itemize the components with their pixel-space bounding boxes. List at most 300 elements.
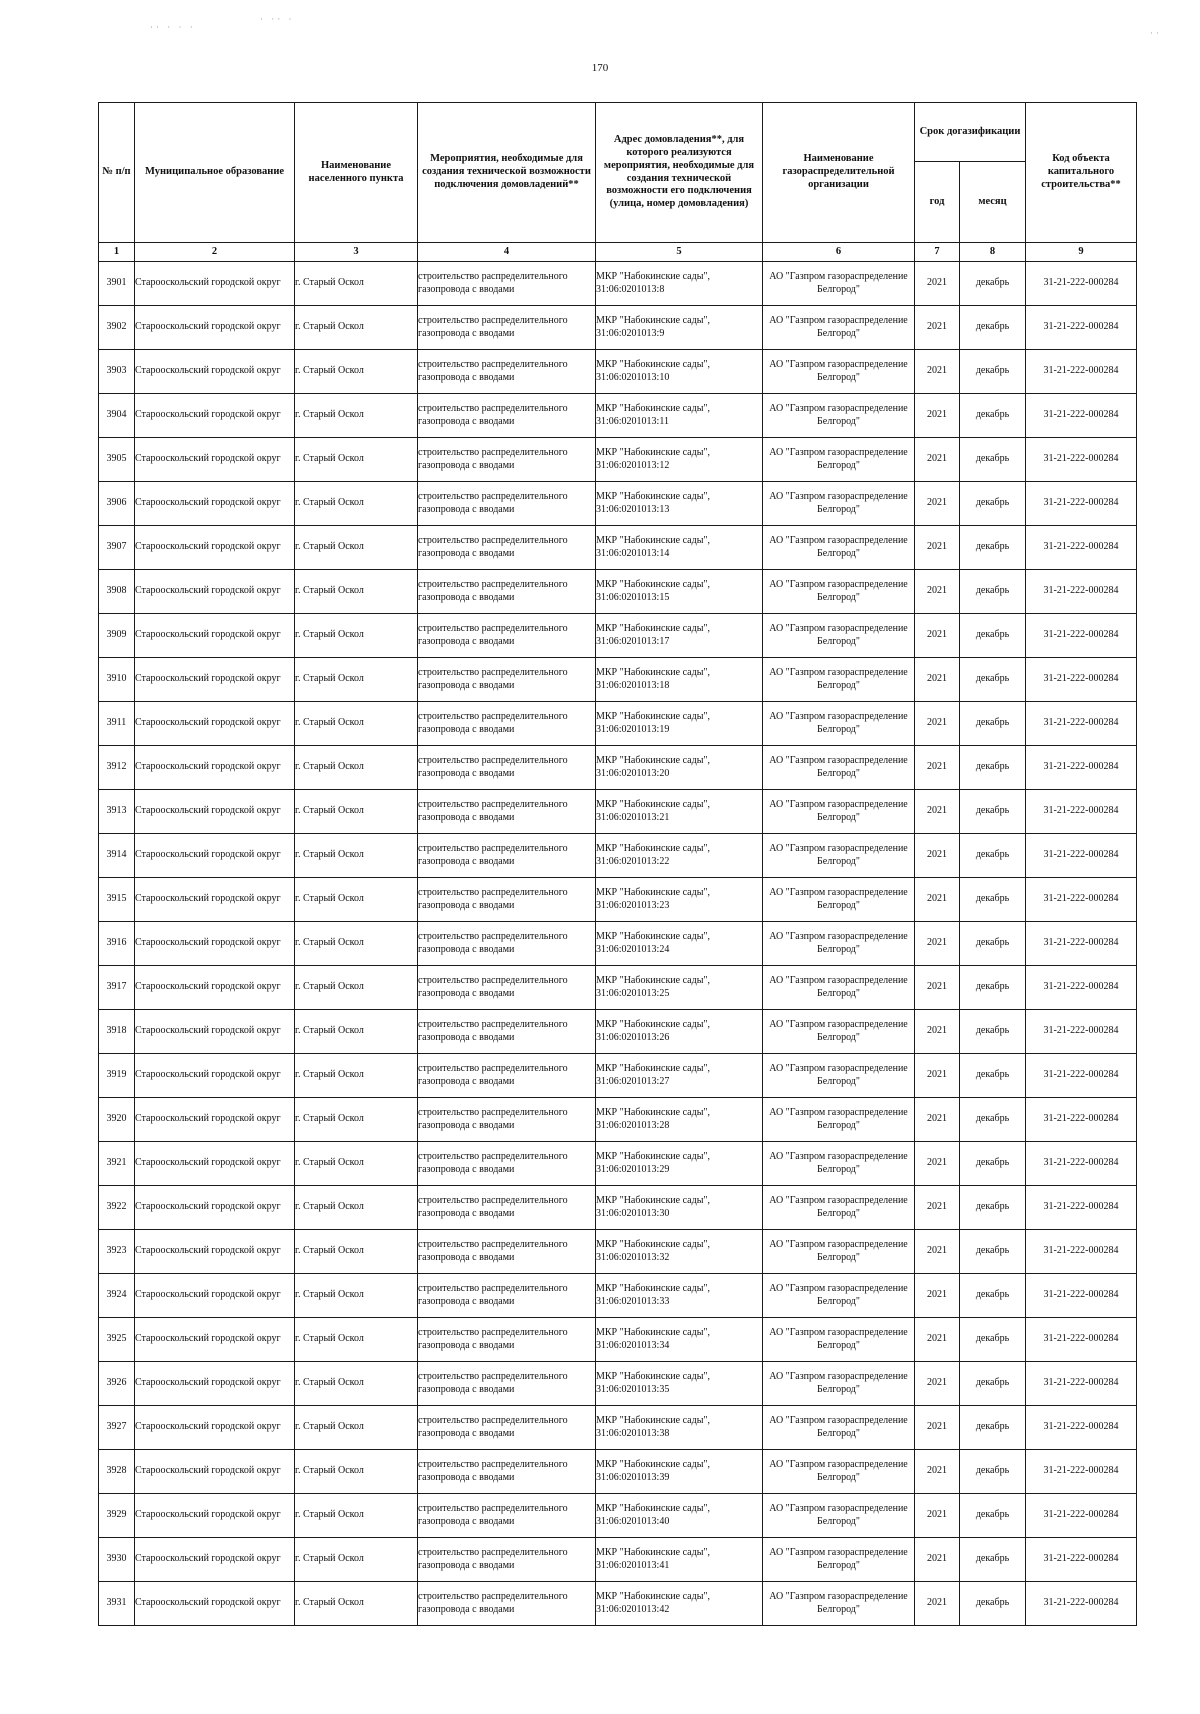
- column-number: 5: [596, 243, 763, 262]
- organization-cell: АО "Газпром газораспределение Белгород": [763, 306, 915, 350]
- measure-cell: строительство распределительного газопровода с вводами: [418, 1538, 596, 1582]
- row-number: 3914: [99, 834, 135, 878]
- object-code-cell: 31-21-222-000284: [1026, 1230, 1137, 1274]
- municipality-cell: Старооскольский городской округ: [135, 1362, 295, 1406]
- municipality-cell: Старооскольский городской округ: [135, 1538, 295, 1582]
- address-cell: МКР "Набокинские сады", 31:06:0201013:40: [596, 1494, 763, 1538]
- column-number: 2: [135, 243, 295, 262]
- measure-cell: строительство распределительного газопровода с вводами: [418, 1142, 596, 1186]
- table-row: [99, 482, 1137, 526]
- settlement-cell: г. Старый Оскол: [295, 1318, 418, 1362]
- settlement-cell: г. Старый Оскол: [295, 438, 418, 482]
- organization-cell: АО "Газпром газораспределение Белгород": [763, 1538, 915, 1582]
- scan-artifact: ·· · · ·: [150, 22, 196, 32]
- year-cell: 2021: [915, 1142, 960, 1186]
- year-cell: 2021: [915, 702, 960, 746]
- year-cell: 2021: [915, 1230, 960, 1274]
- year-cell: 2021: [915, 1494, 960, 1538]
- settlement-cell: г. Старый Оскол: [295, 394, 418, 438]
- year-cell: 2021: [915, 526, 960, 570]
- organization-cell: АО "Газпром газораспределение Белгород": [763, 350, 915, 394]
- address-cell: МКР "Набокинские сады", 31:06:0201013:35: [596, 1362, 763, 1406]
- row-number: 3910: [99, 658, 135, 702]
- year-cell: 2021: [915, 306, 960, 350]
- object-code-cell: 31-21-222-000284: [1026, 878, 1137, 922]
- month-cell: декабрь: [960, 1098, 1026, 1142]
- column-number: 4: [418, 243, 596, 262]
- settlement-cell: г. Старый Оскол: [295, 526, 418, 570]
- object-code-cell: 31-21-222-000284: [1026, 1274, 1137, 1318]
- month-cell: декабрь: [960, 394, 1026, 438]
- year-cell: 2021: [915, 966, 960, 1010]
- municipality-cell: Старооскольский городской округ: [135, 658, 295, 702]
- measure-cell: строительство распределительного газопровода с вводами: [418, 1582, 596, 1626]
- organization-cell: АО "Газпром газораспределение Белгород": [763, 526, 915, 570]
- settlement-cell: г. Старый Оскол: [295, 1538, 418, 1582]
- year-cell: 2021: [915, 394, 960, 438]
- table-row: [99, 1098, 1137, 1142]
- year-cell: 2021: [915, 834, 960, 878]
- table-row: [99, 790, 1137, 834]
- settlement-cell: г. Старый Оскол: [295, 790, 418, 834]
- scan-artifact: · ·· ·: [260, 14, 295, 24]
- month-cell: декабрь: [960, 1318, 1026, 1362]
- object-code-cell: 31-21-222-000284: [1026, 1538, 1137, 1582]
- address-cell: МКР "Набокинские сады", 31:06:0201013:27: [596, 1054, 763, 1098]
- object-code-cell: 31-21-222-000284: [1026, 922, 1137, 966]
- month-cell: декабрь: [960, 1538, 1026, 1582]
- address-cell: МКР "Набокинские сады", 31:06:0201013:14: [596, 526, 763, 570]
- settlement-cell: г. Старый Оскол: [295, 702, 418, 746]
- address-cell: МКР "Набокинские сады", 31:06:0201013:41: [596, 1538, 763, 1582]
- row-number: 3919: [99, 1054, 135, 1098]
- month-cell: декабрь: [960, 922, 1026, 966]
- month-cell: декабрь: [960, 1406, 1026, 1450]
- object-code-cell: 31-21-222-000284: [1026, 1010, 1137, 1054]
- row-number: 3911: [99, 702, 135, 746]
- municipality-cell: Старооскольский городской округ: [135, 922, 295, 966]
- table-row: [99, 702, 1137, 746]
- month-cell: декабрь: [960, 482, 1026, 526]
- table-row: [99, 1582, 1137, 1626]
- row-number: 3922: [99, 1186, 135, 1230]
- address-cell: МКР "Набокинские сады", 31:06:0201013:33: [596, 1274, 763, 1318]
- row-number: 3906: [99, 482, 135, 526]
- measure-cell: строительство распределительного газопровода с вводами: [418, 1494, 596, 1538]
- row-number: 3926: [99, 1362, 135, 1406]
- organization-cell: АО "Газпром газораспределение Белгород": [763, 570, 915, 614]
- column-number: 8: [960, 243, 1026, 262]
- organization-cell: АО "Газпром газораспределение Белгород": [763, 1142, 915, 1186]
- measure-cell: строительство распределительного газопровода с вводами: [418, 878, 596, 922]
- object-code-cell: 31-21-222-000284: [1026, 1054, 1137, 1098]
- address-cell: МКР "Набокинские сады", 31:06:0201013:18: [596, 658, 763, 702]
- object-code-cell: 31-21-222-000284: [1026, 482, 1137, 526]
- organization-cell: АО "Газпром газораспределение Белгород": [763, 922, 915, 966]
- page-number: 170: [591, 62, 609, 74]
- header-measures: Мероприятия, необходимые для создания технической возможности подключения домовладений**: [418, 103, 596, 243]
- object-code-cell: 31-21-222-000284: [1026, 1098, 1137, 1142]
- row-number: 3915: [99, 878, 135, 922]
- object-code-cell: 31-21-222-000284: [1026, 526, 1137, 570]
- row-number: 3901: [99, 262, 135, 306]
- column-number: 3: [295, 243, 418, 262]
- address-cell: МКР "Набокинские сады", 31:06:0201013:17: [596, 614, 763, 658]
- settlement-cell: г. Старый Оскол: [295, 1230, 418, 1274]
- address-cell: МКР "Набокинские сады", 31:06:0201013:10: [596, 350, 763, 394]
- organization-cell: АО "Газпром газораспределение Белгород": [763, 834, 915, 878]
- column-number: 7: [915, 243, 960, 262]
- settlement-cell: г. Старый Оскол: [295, 306, 418, 350]
- organization-cell: АО "Газпром газораспределение Белгород": [763, 1494, 915, 1538]
- year-cell: 2021: [915, 1274, 960, 1318]
- year-cell: 2021: [915, 1186, 960, 1230]
- municipality-cell: Старооскольский городской округ: [135, 966, 295, 1010]
- organization-cell: АО "Газпром газораспределение Белгород": [763, 790, 915, 834]
- measure-cell: строительство распределительного газопровода с вводами: [418, 526, 596, 570]
- column-number: 6: [763, 243, 915, 262]
- settlement-cell: г. Старый Оскол: [295, 922, 418, 966]
- table-row: [99, 1010, 1137, 1054]
- row-number: 3902: [99, 306, 135, 350]
- settlement-cell: г. Старый Оскол: [295, 350, 418, 394]
- table-row: [99, 878, 1137, 922]
- address-cell: МКР "Набокинские сады", 31:06:0201013:38: [596, 1406, 763, 1450]
- address-cell: МКР "Набокинские сады", 31:06:0201013:15: [596, 570, 763, 614]
- header-address: Адрес домовладения**, для которого реализуются мероприятия, необходимые для создания технической возможности его подключения (улица, номер домовладения): [596, 103, 763, 243]
- address-cell: МКР "Набокинские сады", 31:06:0201013:30: [596, 1186, 763, 1230]
- municipality-cell: Старооскольский городской округ: [135, 482, 295, 526]
- year-cell: 2021: [915, 746, 960, 790]
- year-cell: 2021: [915, 438, 960, 482]
- settlement-cell: г. Старый Оскол: [295, 262, 418, 306]
- object-code-cell: 31-21-222-000284: [1026, 746, 1137, 790]
- municipality-cell: Старооскольский городской округ: [135, 1494, 295, 1538]
- settlement-cell: г. Старый Оскол: [295, 746, 418, 790]
- municipality-cell: Старооскольский городской округ: [135, 1406, 295, 1450]
- row-number: 3924: [99, 1274, 135, 1318]
- municipality-cell: Старооскольский городской округ: [135, 1274, 295, 1318]
- month-cell: декабрь: [960, 1230, 1026, 1274]
- settlement-cell: г. Старый Оскол: [295, 966, 418, 1010]
- row-number: 3930: [99, 1538, 135, 1582]
- measure-cell: строительство распределительного газопровода с вводами: [418, 1406, 596, 1450]
- object-code-cell: 31-21-222-000284: [1026, 658, 1137, 702]
- object-code-cell: 31-21-222-000284: [1026, 1494, 1137, 1538]
- object-code-cell: 31-21-222-000284: [1026, 350, 1137, 394]
- column-number: 1: [99, 243, 135, 262]
- row-number: 3908: [99, 570, 135, 614]
- measure-cell: строительство распределительного газопровода с вводами: [418, 482, 596, 526]
- month-cell: декабрь: [960, 790, 1026, 834]
- address-cell: МКР "Набокинские сады", 31:06:0201013:13: [596, 482, 763, 526]
- table-row: [99, 1186, 1137, 1230]
- month-cell: декабрь: [960, 1274, 1026, 1318]
- object-code-cell: 31-21-222-000284: [1026, 1406, 1137, 1450]
- row-number: 3909: [99, 614, 135, 658]
- address-cell: МКР "Набокинские сады", 31:06:0201013:26: [596, 1010, 763, 1054]
- row-number: 3905: [99, 438, 135, 482]
- table-row: [99, 1406, 1137, 1450]
- municipality-cell: Старооскольский городской округ: [135, 1010, 295, 1054]
- table-row: [99, 1362, 1137, 1406]
- object-code-cell: 31-21-222-000284: [1026, 790, 1137, 834]
- month-cell: декабрь: [960, 1186, 1026, 1230]
- municipality-cell: Старооскольский городской округ: [135, 1054, 295, 1098]
- measure-cell: строительство распределительного газопровода с вводами: [418, 702, 596, 746]
- measure-cell: строительство распределительного газопровода с вводами: [418, 746, 596, 790]
- table-row: [99, 922, 1137, 966]
- scan-artifact: ··: [1150, 28, 1162, 38]
- month-cell: декабрь: [960, 1010, 1026, 1054]
- organization-cell: АО "Газпром газораспределение Белгород": [763, 482, 915, 526]
- month-cell: декабрь: [960, 746, 1026, 790]
- month-cell: декабрь: [960, 1054, 1026, 1098]
- organization-cell: АО "Газпром газораспределение Белгород": [763, 262, 915, 306]
- municipality-cell: Старооскольский городской округ: [135, 746, 295, 790]
- month-cell: декабрь: [960, 1362, 1026, 1406]
- table-row: [99, 570, 1137, 614]
- month-cell: декабрь: [960, 1450, 1026, 1494]
- row-number: 3904: [99, 394, 135, 438]
- settlement-cell: г. Старый Оскол: [295, 1274, 418, 1318]
- settlement-cell: г. Старый Оскол: [295, 834, 418, 878]
- row-number: 3929: [99, 1494, 135, 1538]
- municipality-cell: Старооскольский городской округ: [135, 790, 295, 834]
- measure-cell: строительство распределительного газопровода с вводами: [418, 1098, 596, 1142]
- object-code-cell: 31-21-222-000284: [1026, 262, 1137, 306]
- municipality-cell: Старооскольский городской округ: [135, 1098, 295, 1142]
- municipality-cell: Старооскольский городской округ: [135, 438, 295, 482]
- row-number: 3931: [99, 1582, 135, 1626]
- address-cell: МКР "Набокинские сады", 31:06:0201013:28: [596, 1098, 763, 1142]
- table-row: [99, 658, 1137, 702]
- measure-cell: строительство распределительного газопровода с вводами: [418, 834, 596, 878]
- month-cell: декабрь: [960, 1582, 1026, 1626]
- month-cell: декабрь: [960, 702, 1026, 746]
- object-code-cell: 31-21-222-000284: [1026, 306, 1137, 350]
- gasification-table: [98, 102, 1137, 1626]
- settlement-cell: г. Старый Оскол: [295, 482, 418, 526]
- column-number-row: [99, 243, 1137, 262]
- year-cell: 2021: [915, 1406, 960, 1450]
- organization-cell: АО "Газпром газораспределение Белгород": [763, 394, 915, 438]
- municipality-cell: Старооскольский городской округ: [135, 262, 295, 306]
- address-cell: МКР "Набокинские сады", 31:06:0201013:20: [596, 746, 763, 790]
- year-cell: 2021: [915, 1010, 960, 1054]
- address-cell: МКР "Набокинские сады", 31:06:0201013:22: [596, 834, 763, 878]
- measure-cell: строительство распределительного газопровода с вводами: [418, 570, 596, 614]
- object-code-cell: 31-21-222-000284: [1026, 1142, 1137, 1186]
- settlement-cell: г. Старый Оскол: [295, 1054, 418, 1098]
- row-number: 3913: [99, 790, 135, 834]
- municipality-cell: Старооскольский городской округ: [135, 834, 295, 878]
- municipality-cell: Старооскольский городской округ: [135, 614, 295, 658]
- row-number: 3918: [99, 1010, 135, 1054]
- measure-cell: строительство распределительного газопровода с вводами: [418, 1054, 596, 1098]
- table-row: [99, 1450, 1137, 1494]
- header-year: год: [915, 162, 960, 243]
- object-code-cell: 31-21-222-000284: [1026, 438, 1137, 482]
- municipality-cell: Старооскольский городской округ: [135, 1450, 295, 1494]
- table-body: [99, 262, 1137, 1626]
- header-row: [99, 103, 1137, 162]
- year-cell: 2021: [915, 1362, 960, 1406]
- municipality-cell: Старооскольский городской округ: [135, 350, 295, 394]
- settlement-cell: г. Старый Оскол: [295, 658, 418, 702]
- table-row: [99, 394, 1137, 438]
- address-cell: МКР "Набокинские сады", 31:06:0201013:25: [596, 966, 763, 1010]
- municipality-cell: Старооскольский городской округ: [135, 394, 295, 438]
- object-code-cell: 31-21-222-000284: [1026, 966, 1137, 1010]
- settlement-cell: г. Старый Оскол: [295, 1010, 418, 1054]
- measure-cell: строительство распределительного газопровода с вводами: [418, 1450, 596, 1494]
- column-number: 9: [1026, 243, 1137, 262]
- municipality-cell: Старооскольский городской округ: [135, 1142, 295, 1186]
- year-cell: 2021: [915, 482, 960, 526]
- measure-cell: строительство распределительного газопровода с вводами: [418, 966, 596, 1010]
- header-code: Код объекта капитального строительства**: [1026, 103, 1137, 243]
- organization-cell: АО "Газпром газораспределение Белгород": [763, 1230, 915, 1274]
- organization-cell: АО "Газпром газораспределение Белгород": [763, 1450, 915, 1494]
- address-cell: МКР "Набокинские сады", 31:06:0201013:12: [596, 438, 763, 482]
- object-code-cell: 31-21-222-000284: [1026, 702, 1137, 746]
- header-org: Наименование газораспределительной организации: [763, 103, 915, 243]
- object-code-cell: 31-21-222-000284: [1026, 394, 1137, 438]
- month-cell: декабрь: [960, 878, 1026, 922]
- table-row: [99, 746, 1137, 790]
- table-row: [99, 614, 1137, 658]
- organization-cell: АО "Газпром газораспределение Белгород": [763, 1098, 915, 1142]
- organization-cell: АО "Газпром газораспределение Белгород": [763, 1010, 915, 1054]
- address-cell: МКР "Набокинские сады", 31:06:0201013:24: [596, 922, 763, 966]
- year-cell: 2021: [915, 350, 960, 394]
- object-code-cell: 31-21-222-000284: [1026, 614, 1137, 658]
- address-cell: МКР "Набокинские сады", 31:06:0201013:34: [596, 1318, 763, 1362]
- settlement-cell: г. Старый Оскол: [295, 1098, 418, 1142]
- organization-cell: АО "Газпром газораспределение Белгород": [763, 438, 915, 482]
- row-number: 3903: [99, 350, 135, 394]
- measure-cell: строительство распределительного газопровода с вводами: [418, 306, 596, 350]
- organization-cell: АО "Газпром газораспределение Белгород": [763, 658, 915, 702]
- measure-cell: строительство распределительного газопровода с вводами: [418, 1362, 596, 1406]
- table-row: [99, 350, 1137, 394]
- settlement-cell: г. Старый Оскол: [295, 1142, 418, 1186]
- municipality-cell: Старооскольский городской округ: [135, 306, 295, 350]
- municipality-cell: Старооскольский городской округ: [135, 878, 295, 922]
- settlement-cell: г. Старый Оскол: [295, 1450, 418, 1494]
- measure-cell: строительство распределительного газопровода с вводами: [418, 790, 596, 834]
- header-num: № п/п: [99, 103, 135, 243]
- table-row: [99, 526, 1137, 570]
- settlement-cell: г. Старый Оскол: [295, 1406, 418, 1450]
- year-cell: 2021: [915, 1098, 960, 1142]
- settlement-cell: г. Старый Оскол: [295, 570, 418, 614]
- address-cell: МКР "Набокинские сады", 31:06:0201013:8: [596, 262, 763, 306]
- table-row: [99, 262, 1137, 306]
- month-cell: декабрь: [960, 306, 1026, 350]
- object-code-cell: 31-21-222-000284: [1026, 1186, 1137, 1230]
- address-cell: МКР "Набокинские сады", 31:06:0201013:21: [596, 790, 763, 834]
- year-cell: 2021: [915, 1054, 960, 1098]
- row-number: 3928: [99, 1450, 135, 1494]
- year-cell: 2021: [915, 1538, 960, 1582]
- year-cell: 2021: [915, 570, 960, 614]
- address-cell: МКР "Набокинские сады", 31:06:0201013:29: [596, 1142, 763, 1186]
- month-cell: декабрь: [960, 1142, 1026, 1186]
- settlement-cell: г. Старый Оскол: [295, 614, 418, 658]
- month-cell: декабрь: [960, 658, 1026, 702]
- settlement-cell: г. Старый Оскол: [295, 878, 418, 922]
- measure-cell: строительство распределительного газопровода с вводами: [418, 1010, 596, 1054]
- row-number: 3921: [99, 1142, 135, 1186]
- object-code-cell: 31-21-222-000284: [1026, 1318, 1137, 1362]
- organization-cell: АО "Газпром газораспределение Белгород": [763, 1582, 915, 1626]
- header-municipality: Муниципальное образование: [135, 103, 295, 243]
- organization-cell: АО "Газпром газораспределение Белгород": [763, 1274, 915, 1318]
- year-cell: 2021: [915, 262, 960, 306]
- row-number: 3927: [99, 1406, 135, 1450]
- organization-cell: АО "Газпром газораспределение Белгород": [763, 702, 915, 746]
- table-row: [99, 1142, 1137, 1186]
- address-cell: МКР "Набокинские сады", 31:06:0201013:23: [596, 878, 763, 922]
- object-code-cell: 31-21-222-000284: [1026, 1362, 1137, 1406]
- organization-cell: АО "Газпром газораспределение Белгород": [763, 1362, 915, 1406]
- year-cell: 2021: [915, 658, 960, 702]
- measure-cell: строительство распределительного газопровода с вводами: [418, 1318, 596, 1362]
- month-cell: декабрь: [960, 966, 1026, 1010]
- month-cell: декабрь: [960, 834, 1026, 878]
- object-code-cell: 31-21-222-000284: [1026, 570, 1137, 614]
- address-cell: МКР "Набокинские сады", 31:06:0201013:32: [596, 1230, 763, 1274]
- organization-cell: АО "Газпром газораспределение Белгород": [763, 1318, 915, 1362]
- organization-cell: АО "Газпром газораспределение Белгород": [763, 746, 915, 790]
- year-cell: 2021: [915, 1582, 960, 1626]
- municipality-cell: Старооскольский городской округ: [135, 526, 295, 570]
- row-number: 3912: [99, 746, 135, 790]
- table-row: [99, 438, 1137, 482]
- measure-cell: строительство распределительного газопровода с вводами: [418, 614, 596, 658]
- row-number: 3916: [99, 922, 135, 966]
- year-cell: 2021: [915, 922, 960, 966]
- table-row: [99, 1274, 1137, 1318]
- table-row: [99, 1230, 1137, 1274]
- municipality-cell: Старооскольский городской округ: [135, 1230, 295, 1274]
- municipality-cell: Старооскольский городской округ: [135, 570, 295, 614]
- measure-cell: строительство распределительного газопровода с вводами: [418, 658, 596, 702]
- organization-cell: АО "Газпром газораспределение Белгород": [763, 1406, 915, 1450]
- table-row: [99, 306, 1137, 350]
- row-number: 3925: [99, 1318, 135, 1362]
- organization-cell: АО "Газпром газораспределение Белгород": [763, 614, 915, 658]
- organization-cell: АО "Газпром газораспределение Белгород": [763, 966, 915, 1010]
- measure-cell: строительство распределительного газопровода с вводами: [418, 350, 596, 394]
- measure-cell: строительство распределительного газопровода с вводами: [418, 1186, 596, 1230]
- measure-cell: строительство распределительного газопровода с вводами: [418, 394, 596, 438]
- settlement-cell: г. Старый Оскол: [295, 1582, 418, 1626]
- organization-cell: АО "Газпром газораспределение Белгород": [763, 878, 915, 922]
- month-cell: декабрь: [960, 262, 1026, 306]
- month-cell: декабрь: [960, 614, 1026, 658]
- organization-cell: АО "Газпром газораспределение Белгород": [763, 1054, 915, 1098]
- address-cell: МКР "Набокинские сады", 31:06:0201013:9: [596, 306, 763, 350]
- object-code-cell: 31-21-222-000284: [1026, 834, 1137, 878]
- header-settlement: Наименование населенного пункта: [295, 103, 418, 243]
- measure-cell: строительство распределительного газопровода с вводами: [418, 1274, 596, 1318]
- object-code-cell: 31-21-222-000284: [1026, 1582, 1137, 1626]
- municipality-cell: Старооскольский городской округ: [135, 1582, 295, 1626]
- year-cell: 2021: [915, 878, 960, 922]
